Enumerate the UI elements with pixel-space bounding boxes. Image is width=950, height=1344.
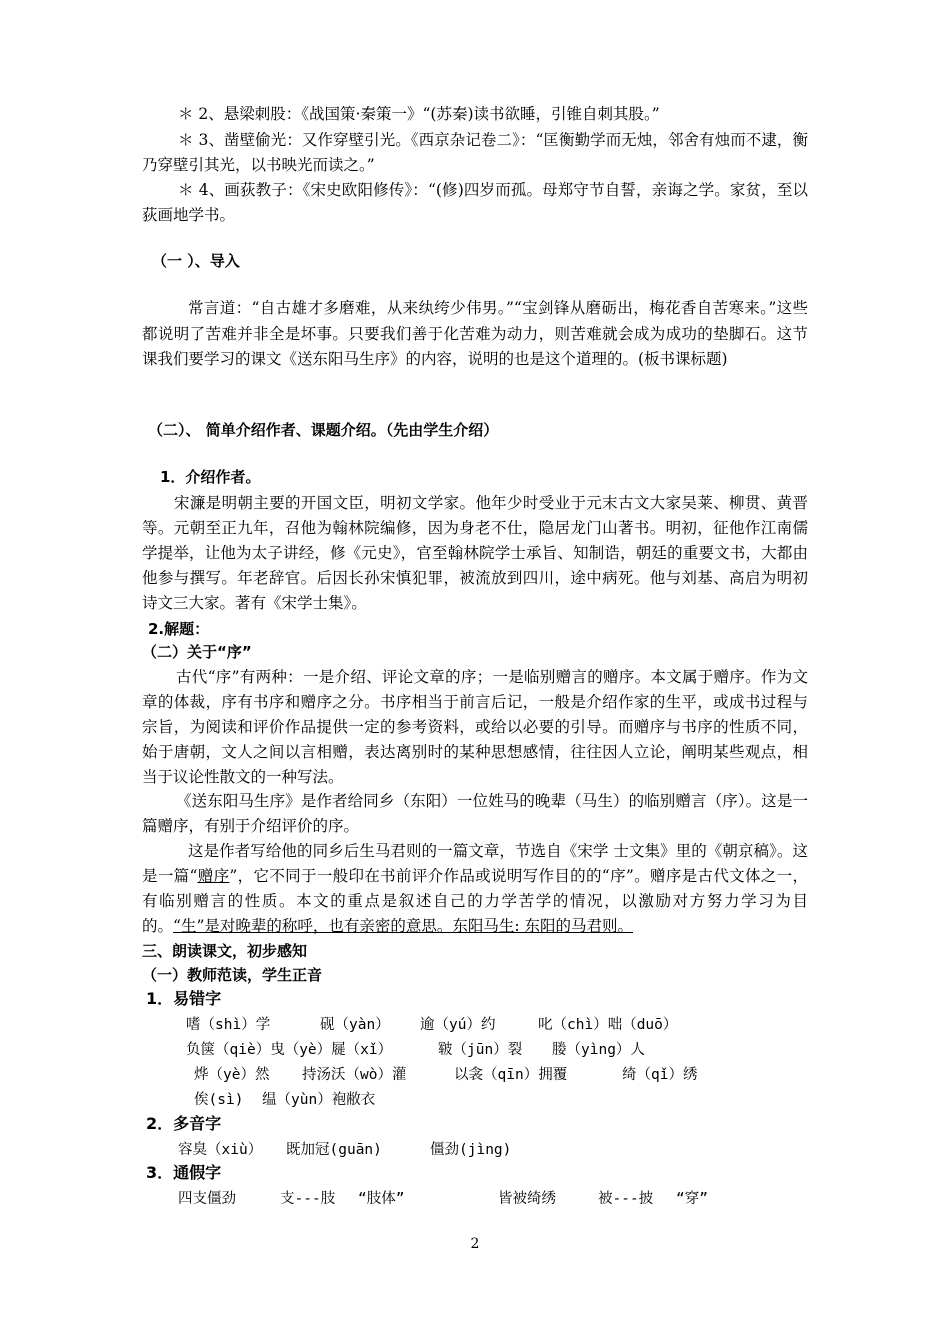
word-item: 四支僵劲 <box>178 1191 236 1207</box>
word-item: 支---肢 <box>280 1191 336 1207</box>
group2-title: 2．多音字 <box>146 1114 222 1133</box>
group1-title: 1．易错字 <box>146 989 222 1008</box>
word-item: 负箧（qiè）曳（yè）屣（xǐ） <box>186 1042 393 1058</box>
zengxu-text: 《送东阳马生序》是作者给同乡（东阳）一位姓马的晚辈（马生）的临别赠言（序）。这是一篇赠序，有别于介绍评价的序。 <box>142 792 808 835</box>
author-paragraph <box>142 491 808 616</box>
allusion-4-text: ＊ 4、画荻教子：《宋史欧阳修传》：“(修)四岁而孤。母郑守节自誓，亲诲之学。家贫，至以荻画地学书。 <box>142 181 808 224</box>
last-underline-2: “生”是对晚辈的称呼，也有亲密的意思。东阳马生: 东阳的马君则。 <box>173 917 634 935</box>
word-item: 以衾（qīn）拥覆 <box>454 1067 568 1083</box>
word-item: 持汤沃（wò）灌 <box>302 1067 407 1083</box>
intro-paragraph <box>142 296 808 373</box>
reading-sub: （一）教师范读，学生正音 <box>142 966 323 984</box>
word-item: 皆被绮绣 <box>498 1191 556 1207</box>
word-item: 俟(sì) <box>194 1092 244 1108</box>
page-number: 2 <box>470 1236 480 1252</box>
word-item: 容臭（xiù） <box>178 1142 263 1158</box>
word-item: 媵（yìng）人 <box>552 1042 645 1058</box>
last-underline-1: 赠序 <box>197 867 230 885</box>
word-item: 皲（jūn）裂 <box>438 1042 523 1058</box>
last-text-a: 这是作者写给他的同乡后生马君则的一篇文章，节选自《宋学 士文集》里的《朝京稿》。这是一篇“ <box>142 842 808 885</box>
word-item: 被---披 <box>598 1191 654 1207</box>
xu-text: 古代“序”有两种：一是介绍、评论文章的序；一是临别赠言的赠序。本文属于赠序。作为文章的体裁，序有书序和赠序之分。书序相当于前言后记，一般是介绍作家的生平，或成书过程与宗旨，为阅读和评价作品提供一定的参考资料，或给以必要的引导。而赠序与书序的性质不同，始于唐朝，文人之间以言相赠，表达离别时的某种思想感情，往往因人立论，阐明某些观点，相当于议论性散文的一种写法。 <box>142 668 808 786</box>
word-item: 嗜（shì）学 <box>186 1017 271 1033</box>
last-paragraph <box>142 839 808 939</box>
xu-paragraph <box>142 665 808 790</box>
author-sub1: 1．介绍作者。 <box>160 468 261 486</box>
last-text-b: ”，它不同于一般印在书前评介作品或说明写作目的的“序”。赠序是古代文体之一，有临别赠言的性质。本文的重点是叙述自己的力学苦学的情况，以激励对方努力学习为目的。 <box>142 867 808 935</box>
jieti-label: 2.解题： <box>148 620 210 638</box>
word-item: 砚（yàn） <box>320 1017 390 1033</box>
allusion-3 <box>142 128 808 178</box>
word-item: 逾（yú）约 <box>420 1017 496 1033</box>
allusion-4 <box>142 178 808 228</box>
intro-text: 常言道：“自古雄才多磨难，从来纨绔少伟男。”“宝剑锋从磨砺出，梅花香自苦寒来。”这些都说明了苦难并非全是坏事。只要我们善于化苦难为动力，则苦难就会成为成功的垫脚石。这节课我们要学习的课文《送东阳马生序》的内容，说明的也是这个道理的。(板书课标题) <box>142 299 808 368</box>
xu-heading: （二）关于“序” <box>142 643 252 661</box>
allusion-3-text: ＊ 3、凿壁偷光：又作穿壁引光。《西京杂记卷二》：“匡衡勤学而无烛，邻舍有烛而不逮，衡乃穿壁引其光，以书映光而读之。” <box>142 131 808 174</box>
author-heading: （二）、 简单介绍作者、课题介绍。（先由学生介绍） <box>148 421 499 439</box>
group3-title: 3．通假字 <box>146 1163 222 1182</box>
word-item: “穿” <box>676 1191 708 1207</box>
word-item: 既加冠(guān) <box>286 1142 382 1158</box>
author-text: 宋濂是明朝主要的开国文臣，明初文学家。他年少时受业于元末古文大家吴莱、柳贯、黄晋等。元朝至正九年，召他为翰林院编修，因为身老不仕，隐居龙门山著书。明初，征他作江南儒学提举，让他为太子讲经，修《元史》，官至翰林院学士承旨、知制诰，朝廷的重要文书，大都由他参与撰写。年老辞官。后因长孙宋慎犯罪，被流放到四川，途中病死。他与刘基、高启为明初诗文三大家。著有《宋学士集》。 <box>142 494 808 612</box>
zengxu-paragraph <box>142 789 808 839</box>
allusion-2: ＊ 2、悬梁刺股：《战国策·秦策一》“(苏秦)读书欲睡，引锥自刺其股。” <box>178 105 660 123</box>
reading-heading: 三、朗读课文，初步感知 <box>142 942 308 960</box>
word-item: 缊（yùn）袍敝衣 <box>262 1092 376 1108</box>
word-item: 叱（chì）咄（duō） <box>538 1017 678 1033</box>
word-item: 僵劲(jìng) <box>430 1142 512 1158</box>
word-item: 绮（qǐ）绣 <box>622 1067 698 1083</box>
word-item: 烨（yè）然 <box>194 1067 270 1083</box>
intro-heading: （一 ）、导入 <box>152 252 240 270</box>
word-item: “肢体” <box>358 1191 405 1207</box>
